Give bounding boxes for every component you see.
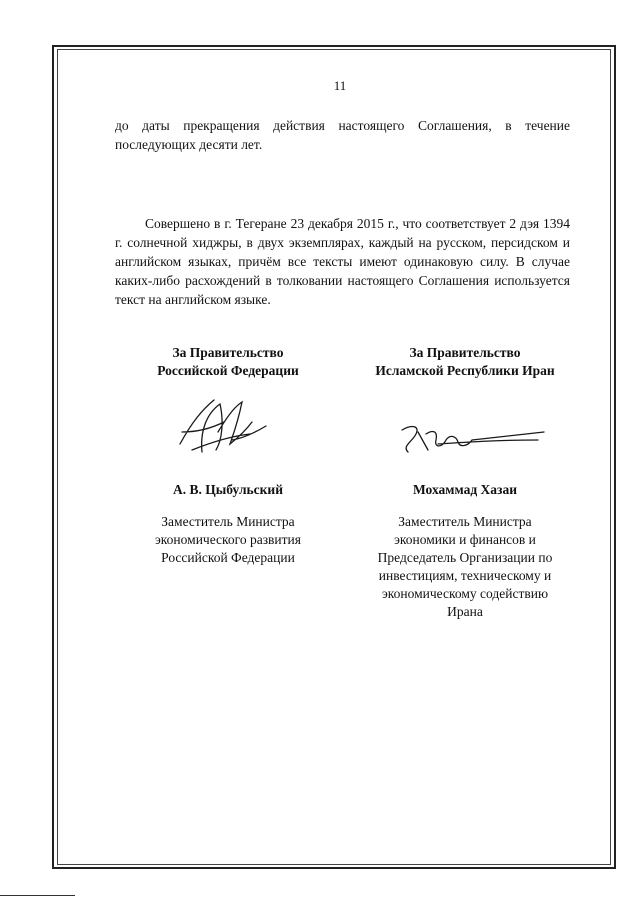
left-signature [172,392,272,462]
left-signer-name: А. В. Цыбульский [173,482,283,497]
left-party-heading-line2: Российской Федерации [157,363,299,378]
right-party-heading-line1: За Правительство [409,345,521,360]
right-position-line: экономическому содействию [381,586,549,601]
footer-rule [0,895,75,896]
page-number: 11 [333,78,347,93]
left-position-line: Заместитель Министра [161,514,295,529]
right-party-heading-line2: Исламской Республики Иран [375,363,555,378]
right-signer-position [355,513,575,621]
right-signature [398,420,548,460]
right-position-line: инвестициям, техническому и [378,568,552,583]
right-position-line: Ирана [447,604,483,619]
right-position-line: Заместитель Министра [398,514,532,529]
paragraph-signing-clause: Совершено в г. Тегеране 23 декабря 2015 г., что соответствует 2 дэя 1394 г. солнечной хиджры, в двух экземплярах, каждый на русском, персидском и английском языках, причём все тексты имеют одинаковую силу. В случае каких-либо расхождений в толковании настоящего Соглашения используется текст на английском языке. [115,216,570,307]
paragraph-continuation: до даты прекращения действия настоящего Соглашения, в течение последующих десяти лет. [115,118,570,152]
left-position-line: Российской Федерации [161,550,295,565]
left-party-heading [118,344,338,380]
left-party-heading-line1: За Правительство [172,345,284,360]
right-position-line: Председатель Организации по [377,550,553,565]
left-signer-position [118,513,338,567]
right-party-heading [355,344,575,380]
right-position-line: экономики и финансов и [394,532,536,547]
right-signer-name: Мохаммад Хазаи [412,482,517,497]
left-position-line: экономического развития [155,532,301,547]
